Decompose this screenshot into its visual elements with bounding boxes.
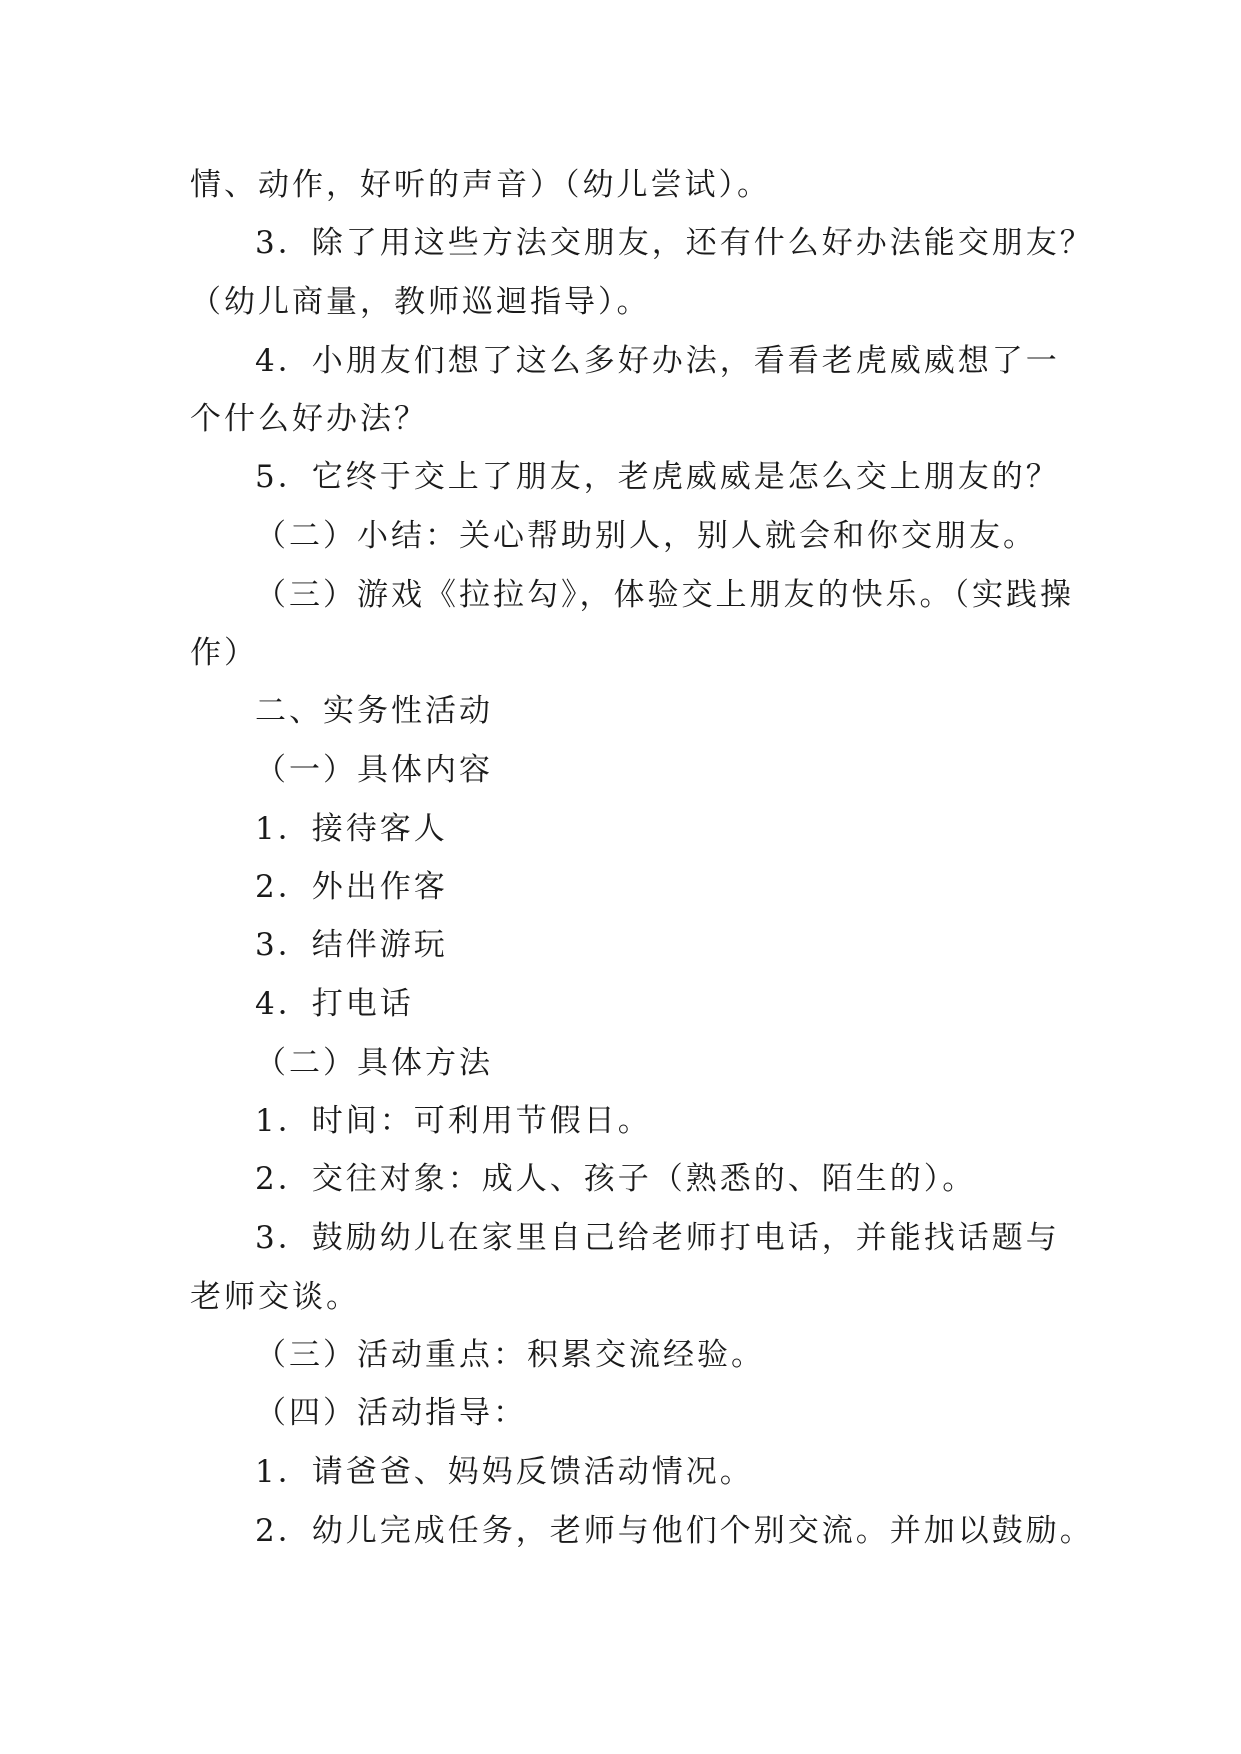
text-line: 老师交谈。 — [190, 1279, 360, 1315]
text-line: （二）小结：关心帮助别人，别人就会和你交朋友。 — [255, 518, 1037, 554]
text-line: 作） — [190, 635, 258, 671]
subsection-heading: （一）具体内容 — [255, 752, 493, 788]
list-item: 4．打电话 — [255, 986, 414, 1022]
section-heading: 二、实务性活动 — [255, 693, 493, 729]
list-item: 1．时间：可利用节假日。 — [255, 1103, 652, 1139]
list-item: 1．请爸爸、妈妈反馈活动情况。 — [255, 1454, 754, 1490]
text-line: 4．小朋友们想了这么多好办法，看看老虎威威想了一 — [255, 343, 1060, 379]
list-item: 3．结伴游玩 — [255, 927, 448, 963]
subsection-heading: （三）活动重点：积累交流经验。 — [255, 1337, 765, 1373]
list-item: 2．交往对象：成人、孩子（熟悉的、陌生的）。 — [255, 1161, 977, 1197]
text-line: （三）游戏《拉拉勾》，体验交上朋友的快乐。（实践操 — [255, 577, 1074, 613]
list-item: 2．外出作客 — [255, 869, 448, 905]
subsection-heading: （四）活动指导： — [255, 1395, 527, 1431]
text-line: 5．它终于交上了朋友，老虎威威是怎么交上朋友的？ — [255, 459, 1060, 495]
subsection-heading: （二）具体方法 — [255, 1045, 493, 1081]
list-item: 1．接待客人 — [255, 811, 448, 847]
list-item: 2．幼儿完成任务，老师与他们个别交流。并加以鼓励。 — [255, 1513, 1094, 1549]
list-item: 3．鼓励幼儿在家里自己给老师打电话，并能找话题与 — [255, 1220, 1060, 1256]
text-line: 3．除了用这些方法交朋友，还有什么好办法能交朋友？ — [255, 225, 1094, 261]
text-line: 情、动作，好听的声音）（幼儿尝试）。 — [190, 167, 771, 203]
text-line: 个什么好办法？ — [190, 401, 428, 437]
text-line: （幼儿商量，教师巡迴指导）。 — [190, 284, 651, 320]
